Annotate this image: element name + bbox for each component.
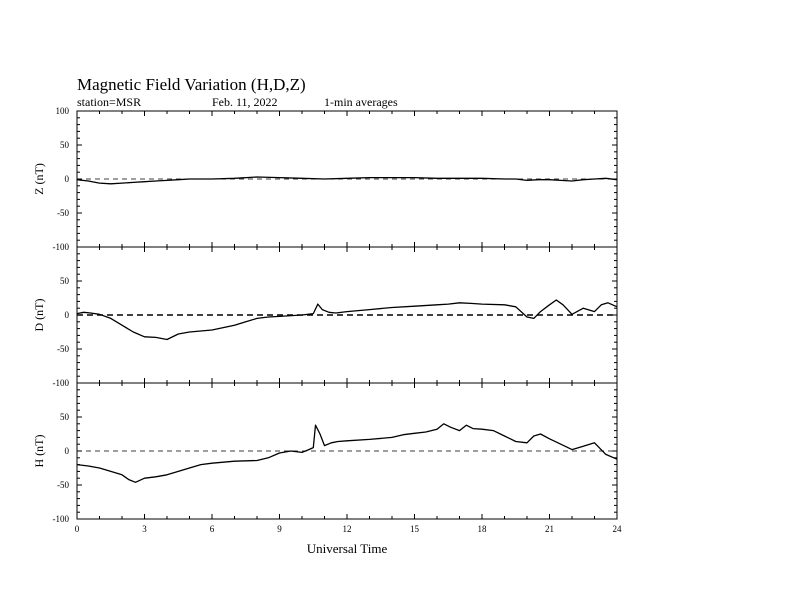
z-ytick-label: 50 <box>60 140 69 150</box>
h-ytick-label: 0 <box>64 446 69 456</box>
x-tick-label: 18 <box>477 524 487 534</box>
station-label: station=MSR <box>77 95 142 109</box>
x-tick-label: 9 <box>277 524 282 534</box>
date-label: Feb. 11, 2022 <box>212 95 278 109</box>
z-ytick-label: -100 <box>52 242 69 252</box>
h-series-line <box>77 424 617 483</box>
d-ytick-label: -100 <box>52 378 69 388</box>
x-tick-label: 15 <box>410 524 419 534</box>
d-axis-label: D (nT) <box>32 298 46 332</box>
h-ytick-label: 50 <box>60 412 69 422</box>
x-tick-label: 21 <box>545 524 554 534</box>
h-ytick-label: -50 <box>57 480 69 490</box>
z-ytick-label: 0 <box>64 174 69 184</box>
d-ytick-label: 0 <box>64 310 69 320</box>
d-ytick-label: 50 <box>60 276 69 286</box>
d-series-line <box>77 300 617 340</box>
x-tick-label: 12 <box>342 524 352 534</box>
z-axis-label: Z (nT) <box>32 163 46 195</box>
x-tick-label: 0 <box>74 524 80 534</box>
averages-label: 1-min averages <box>324 95 398 109</box>
h-ytick-label: -100 <box>52 514 69 524</box>
x-tick-label: 3 <box>142 524 147 534</box>
x-tick-label: 6 <box>209 524 215 534</box>
z-ytick-label: -50 <box>57 208 69 218</box>
z-ytick-label: 100 <box>55 106 69 116</box>
h-axis-label: H (nT) <box>32 434 46 468</box>
d-ytick-label: -50 <box>57 344 69 354</box>
x-axis-label: Universal Time <box>306 541 388 556</box>
chart-title: Magnetic Field Variation (H,D,Z) <box>77 75 306 94</box>
x-tick-label: 24 <box>612 524 622 534</box>
z-series-line <box>77 177 617 184</box>
